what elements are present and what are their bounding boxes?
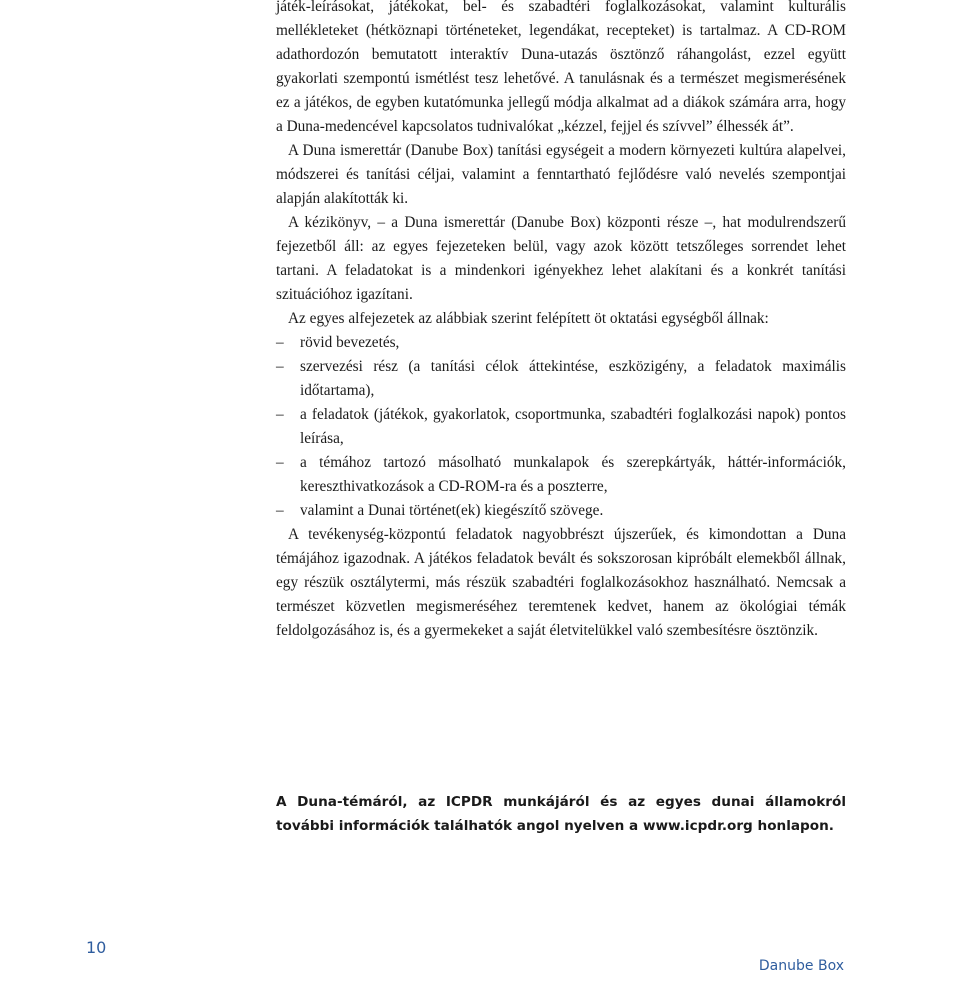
dash-bullet: – (276, 502, 284, 519)
paragraph-activities: A tevékenység-központú feladatok nagyobbrészt újszerűek, és kimondottan a Duna témájához igazodnak. A játékos feladatok bevált és sokszorosan kipróbált elemekből állnak, egy részük osztálytermi, más részük szabadtéri foglalkozásokhoz használható. Nemcsak a természet közvetlen megismeréséhez teremtenek kedvet, hanem az ökológiai témák feldolgozásához is, és a gyermekeket a saját életvitelükkel való szembesítésre ösztönzik. (276, 526, 846, 639)
list-item-text: a feladatok (játékok, gyakorlatok, csoportmunka, szabadtéri foglalkozási napok) pontos leírása, (300, 406, 846, 447)
dash-bullet: – (276, 454, 284, 471)
list-item-text: szervezési rész (a tanítási célok áttekintése, eszközigény, a feladatok maximális időtartama), (300, 358, 846, 399)
body-text (276, 0, 846, 643)
dash-bullet: – (276, 334, 284, 351)
page-number: 10 (86, 938, 107, 957)
paragraph-handbook: A kézikönyv, – a Duna ismerettár (Danube Box) központi része –, hat modulrendszerű fejezetből áll: az egyes fejezeteken belül, vagy azok között tetszőleges sorrendet lehet tartani. A feladatokat is a mindenkori igényekhez lehet alakítani és a konkrét tanítási szituációhoz igazítani. (276, 214, 846, 303)
paragraph-teaching-units: A Duna ismerettár (Danube Box) tanítási egységeit a modern környezeti kultúra alapelvei, módszerei és tanítási céljai, valamint a fenntartható fejlődésre való nevelés szempontjai alapján alakították ki. (276, 142, 846, 207)
dash-bullet: – (276, 358, 284, 375)
info-footnote: A Duna-témáról, az ICPDR munkájáról és az egyes dunai államokról további információk találhatók angol nyelven a www.icpdr.org honlapon. (276, 793, 846, 834)
list-item (276, 403, 846, 451)
paragraph-intro: játék-leírásokat, játékokat, bel- és szabadtéri foglalkozásokat, valamint kulturális mellékleteket (hétköznapi történeteket, legendákat, recepteket) is tartalmaz. A CD-ROM adathordozón bemutatott interaktív Duna-utazás ösztönző ráhangolást, ezzel együtt gyakorlati szempontú ismétlést tesz lehetővé. A tanulásnak és a természet megismerésének ez a játékos, de egyben kutatómunka jellegű módja alkalmat ad a diákok számára arra, hogy a Duna-medencével kapcsolatos tudnivalókat „kézzel, fejjel és szívvel” élhessék át”. (276, 0, 846, 135)
list-item (276, 499, 846, 523)
dash-bullet: – (276, 406, 284, 423)
list-item (276, 451, 846, 499)
list-item (276, 331, 846, 355)
unit-list (276, 331, 846, 523)
paragraph-subchapters: Az egyes alfejezetek az alábbiak szerint felépített öt oktatási egységből állnak: (288, 310, 769, 327)
list-item-text: valamint a Dunai történet(ek) kiegészítő szövege. (300, 502, 604, 519)
list-item-text: a témához tartozó másolható munkalapok és szerepkártyák, háttér-információk, kereszthivatkozások a CD-ROM-ra és a poszterre, (300, 454, 846, 495)
list-item-text: rövid bevezetés, (300, 334, 400, 351)
list-item (276, 355, 846, 403)
running-footer-title: Danube Box (758, 958, 844, 974)
